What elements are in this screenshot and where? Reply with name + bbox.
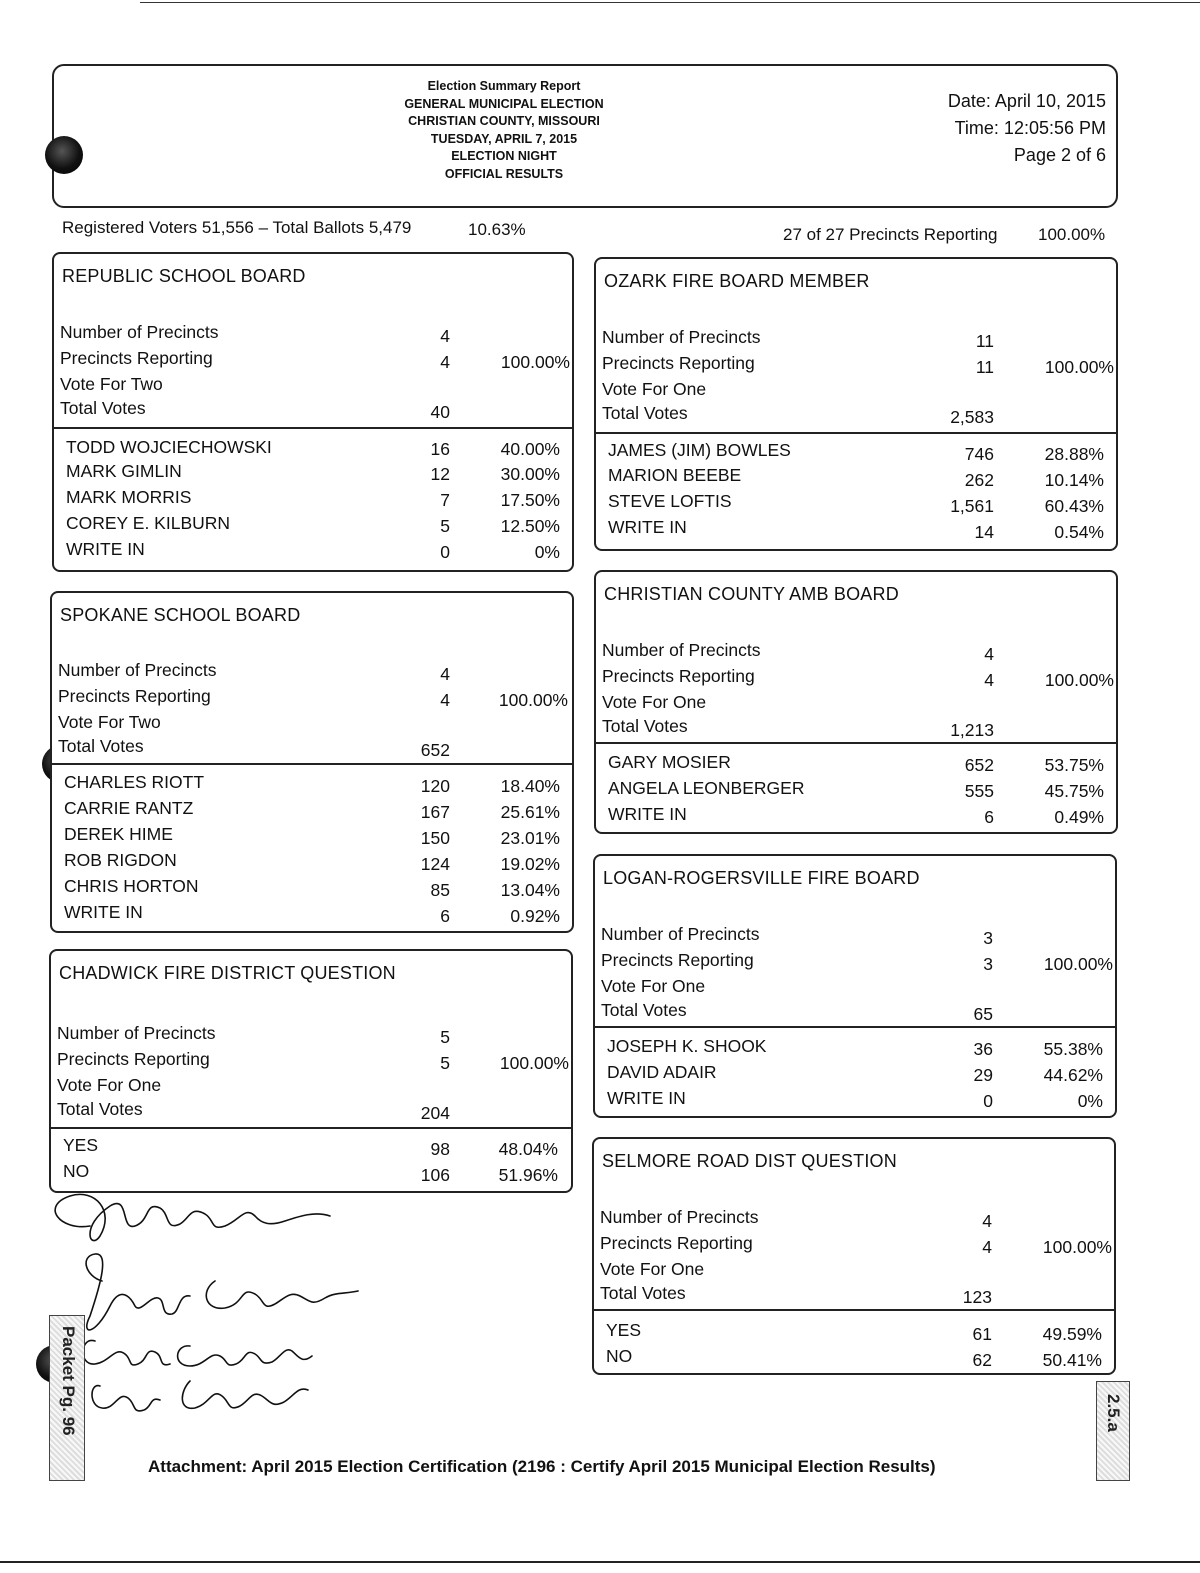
option-percent: 51.96% <box>498 1165 558 1185</box>
divider <box>52 427 574 429</box>
option-votes: 62 <box>972 1350 992 1370</box>
num-precincts-value: 4 <box>440 664 450 684</box>
total-votes-label: Total Votes <box>57 1099 143 1119</box>
race-christian-county-amb-board <box>594 570 1118 834</box>
vote-for-label: Vote For Two <box>58 712 161 732</box>
num-precincts-label: Number of Precincts <box>602 640 761 660</box>
election-night: ELECTION NIGHT <box>451 149 557 163</box>
candidate-votes: 746 <box>964 444 994 464</box>
num-precincts-label: Number of Precincts <box>601 924 760 944</box>
candidate-votes: 14 <box>974 522 994 542</box>
candidate-votes: 120 <box>420 776 450 796</box>
total-votes-label: Total Votes <box>602 403 688 423</box>
candidate-votes: 124 <box>420 854 450 874</box>
candidate-percent: 45.75% <box>1044 781 1104 801</box>
precincts-reporting-value: 5 <box>440 1053 450 1073</box>
num-precincts-label: Number of Precincts <box>600 1207 759 1227</box>
candidate-votes: 12 <box>430 464 450 484</box>
num-precincts-value: 4 <box>984 644 994 664</box>
divider <box>49 1127 573 1129</box>
precincts-reporting-value: 3 <box>983 954 993 974</box>
candidate-percent: 0% <box>1077 1091 1103 1111</box>
candidate-votes: 5 <box>440 516 450 536</box>
election-name: GENERAL MUNICIPAL ELECTION <box>404 96 604 111</box>
vote-for-label: Vote For One <box>601 976 706 996</box>
vote-for-label: Vote For One <box>600 1259 705 1279</box>
candidate-percent: 40.00% <box>500 439 560 459</box>
candidate-name: STEVE LOFTIS <box>608 491 732 511</box>
candidate-percent: 0.92% <box>510 906 560 926</box>
candidate-percent: 13.04% <box>500 880 560 900</box>
race-title: SPOKANE SCHOOL BOARD <box>60 605 301 625</box>
option-no: NO <box>63 1161 90 1181</box>
vote-for-label: Vote For One <box>57 1075 162 1095</box>
candidate-votes: 167 <box>420 802 450 822</box>
precincts-reporting-value: 11 <box>975 357 994 377</box>
divider <box>594 742 1118 744</box>
candidate-votes: 85 <box>430 880 450 900</box>
total-votes-value: 65 <box>973 1004 993 1024</box>
candidate-percent: 53.75% <box>1044 755 1104 775</box>
precincts-reporting-percent: 100.00% <box>1043 954 1113 974</box>
candidate-percent: 44.62% <box>1043 1065 1103 1085</box>
official-results: OFFICIAL RESULTS <box>444 166 564 181</box>
option-no: NO <box>606 1346 633 1366</box>
candidate-name: WRITE IN <box>607 1088 686 1108</box>
option-votes: 61 <box>972 1324 992 1344</box>
precincts-reporting-label: Precincts Reporting <box>602 353 755 373</box>
vote-for-label: Vote For Two <box>60 374 163 394</box>
candidate-percent: 0.49% <box>1054 807 1104 827</box>
race-title: CHADWICK FIRE DISTRICT QUESTION <box>59 963 396 983</box>
divider <box>593 1026 1117 1028</box>
total-votes-value: 2,583 <box>950 407 994 427</box>
option-votes: 98 <box>430 1139 450 1159</box>
handwritten-signatures <box>40 1186 370 1426</box>
total-votes-value: 1,213 <box>950 720 994 740</box>
num-precincts-value: 4 <box>982 1211 992 1231</box>
precincts-reporting-label: Precincts Reporting <box>602 666 755 686</box>
option-votes: 106 <box>420 1165 450 1185</box>
divider <box>592 1309 1116 1311</box>
precincts-reporting-percent: 100.00% <box>500 352 570 372</box>
race-ozark-fire-board <box>594 257 1118 551</box>
candidate-percent: 0.54% <box>1054 522 1104 542</box>
total-votes-label: Total Votes <box>60 398 146 418</box>
num-precincts-value: 11 <box>975 331 994 351</box>
total-votes-label: Total Votes <box>58 736 144 756</box>
precincts-reporting-label: Precincts Reporting <box>601 950 754 970</box>
candidate-votes: 555 <box>964 781 994 801</box>
packet-page-label: Packet Pg. 96 <box>59 1326 78 1436</box>
candidate-votes: 6 <box>440 906 450 926</box>
precincts-reporting-label: Precincts Reporting <box>57 1049 210 1069</box>
precincts-reporting-value: 4 <box>982 1237 992 1257</box>
candidate-name: JAMES (JIM) BOWLES <box>608 440 791 460</box>
candidate-name: WRITE IN <box>66 539 145 559</box>
candidate-votes: 16 <box>430 439 450 459</box>
option-yes: YES <box>606 1320 642 1340</box>
num-precincts-value: 3 <box>983 928 993 948</box>
total-votes-value: 652 <box>420 740 450 760</box>
precincts-reporting-value: 4 <box>440 352 450 372</box>
candidate-name: MARION BEEBE <box>608 465 742 485</box>
packet-page-stamp <box>49 1315 85 1481</box>
option-percent: 49.59% <box>1042 1324 1102 1344</box>
candidate-percent: 10.14% <box>1044 470 1104 490</box>
divider <box>594 432 1118 434</box>
report-date: Date: April 10, 2015 <box>947 91 1106 111</box>
candidate-name: TODD WOJCIECHOWSKI <box>66 437 272 457</box>
candidate-votes: 0 <box>440 542 450 562</box>
precincts-reporting-percent: 100.00% <box>498 690 568 710</box>
race-logan-rogersville-fire-board <box>593 854 1117 1118</box>
precincts-reporting-percent: 100.00% <box>1044 670 1114 690</box>
item-number-label: 2.5.a <box>1104 1394 1123 1432</box>
candidate-votes: 150 <box>420 828 450 848</box>
total-votes-value: 123 <box>962 1287 992 1307</box>
precincts-reporting-label: Precincts Reporting <box>58 686 211 706</box>
candidate-name: DAVID ADAIR <box>607 1062 717 1082</box>
candidate-name: ANGELA LEONBERGER <box>608 778 805 798</box>
candidate-name: WRITE IN <box>608 804 687 824</box>
candidate-name: GARY MOSIER <box>608 752 731 772</box>
candidate-name: JOSEPH K. SHOOK <box>607 1036 767 1056</box>
candidate-name: COREY E. KILBURN <box>66 513 231 533</box>
registered-voters: Registered Voters 51,556 – Total Ballots 5,479 <box>62 218 412 237</box>
option-yes: YES <box>63 1135 99 1155</box>
num-precincts-label: Number of Precincts <box>60 322 219 342</box>
total-votes-label: Total Votes <box>602 716 688 736</box>
candidate-votes: 29 <box>973 1065 993 1085</box>
precincts-reporting-percent: 100.00% <box>1044 357 1114 377</box>
candidate-name: WRITE IN <box>608 517 687 537</box>
candidate-percent: 0% <box>534 542 560 562</box>
candidate-votes: 652 <box>964 755 994 775</box>
report-time: Time: 12:05:56 PM <box>954 118 1106 138</box>
candidate-votes: 262 <box>964 470 994 490</box>
candidate-name: MARK GIMLIN <box>66 461 182 481</box>
candidate-percent: 28.88% <box>1044 444 1104 464</box>
election-date: TUESDAY, APRIL 7, 2015 <box>430 131 578 146</box>
precincts-reporting-label: Precincts Reporting <box>600 1233 753 1253</box>
race-title: LOGAN-ROGERSVILLE FIRE BOARD <box>603 868 920 888</box>
divider <box>50 763 574 765</box>
county-name: CHRISTIAN COUNTY, MISSOURI <box>408 114 600 128</box>
precincts-reporting-summary: 27 of 27 Precincts Reporting <box>783 225 998 244</box>
race-selmore-road-dist-question <box>592 1137 1116 1375</box>
race-republic-school-board <box>52 252 574 572</box>
candidate-percent: 18.40% <box>500 776 560 796</box>
candidate-percent: 25.61% <box>500 802 560 822</box>
candidate-percent: 30.00% <box>500 464 560 484</box>
candidate-name: ROB RIGDON <box>64 850 177 870</box>
candidate-name: MARK MORRIS <box>66 487 192 507</box>
num-precincts-label: Number of Precincts <box>58 660 217 680</box>
candidate-votes: 0 <box>983 1091 993 1111</box>
race-spokane-school-board <box>50 591 574 933</box>
report-header <box>52 64 1118 208</box>
candidate-percent: 19.02% <box>500 854 560 874</box>
report-title: Election Summary Report <box>427 79 581 93</box>
race-chadwick-fire-district <box>49 949 573 1193</box>
report-title-block <box>384 78 624 183</box>
race-title: OZARK FIRE BOARD MEMBER <box>604 271 870 291</box>
total-votes-value: 204 <box>420 1103 450 1123</box>
total-votes-label: Total Votes <box>601 1000 687 1020</box>
candidate-percent: 12.50% <box>500 516 560 536</box>
item-number-stamp <box>1096 1381 1130 1481</box>
num-precincts-value: 5 <box>440 1027 450 1047</box>
candidate-percent: 60.43% <box>1044 496 1104 516</box>
precincts-reporting-percent: 100.00% <box>499 1053 569 1073</box>
candidate-name: DEREK HIME <box>64 824 173 844</box>
punch-hole <box>45 136 83 174</box>
option-percent: 48.04% <box>498 1139 558 1159</box>
candidate-votes: 36 <box>973 1039 993 1059</box>
bottom-rule <box>0 1561 1200 1563</box>
page-number: Page 2 of 6 <box>1013 145 1106 165</box>
num-precincts-label: Number of Precincts <box>602 327 761 347</box>
precincts-reporting-value: 4 <box>984 670 994 690</box>
turnout-percent: 10.63% <box>468 220 526 239</box>
race-title: SELMORE ROAD DIST QUESTION <box>602 1151 897 1171</box>
candidate-percent: 23.01% <box>500 828 560 848</box>
race-title: REPUBLIC SCHOOL BOARD <box>62 266 306 286</box>
precincts-reporting-label: Precincts Reporting <box>60 348 213 368</box>
total-votes-value: 40 <box>430 402 450 422</box>
candidate-votes: 6 <box>984 807 994 827</box>
candidate-name: CHRIS HORTON <box>64 876 199 896</box>
num-precincts-value: 4 <box>440 326 450 346</box>
top-rule <box>140 2 1200 3</box>
candidate-name: CARRIE RANTZ <box>64 798 194 818</box>
candidate-percent: 55.38% <box>1043 1039 1103 1059</box>
precincts-reporting-percent: 100.00% <box>1038 225 1106 244</box>
candidate-percent: 17.50% <box>500 490 560 510</box>
candidate-name: WRITE IN <box>64 902 143 922</box>
report-meta <box>948 88 1106 169</box>
total-votes-label: Total Votes <box>600 1283 686 1303</box>
candidate-votes: 7 <box>440 490 450 510</box>
option-percent: 50.41% <box>1042 1350 1102 1370</box>
attachment-footer: Attachment: April 2015 Election Certification (2196 : Certify April 2015 Municipal Election Results) <box>148 1457 936 1476</box>
vote-for-label: Vote For One <box>602 379 707 399</box>
race-title: CHRISTIAN COUNTY AMB BOARD <box>604 584 899 604</box>
precincts-reporting-value: 4 <box>440 690 450 710</box>
vote-for-label: Vote For One <box>602 692 707 712</box>
candidate-votes: 1,561 <box>950 496 994 516</box>
num-precincts-label: Number of Precincts <box>57 1023 216 1043</box>
precincts-reporting-percent: 100.00% <box>1042 1237 1112 1257</box>
candidate-name: CHARLES RIOTT <box>64 772 205 792</box>
